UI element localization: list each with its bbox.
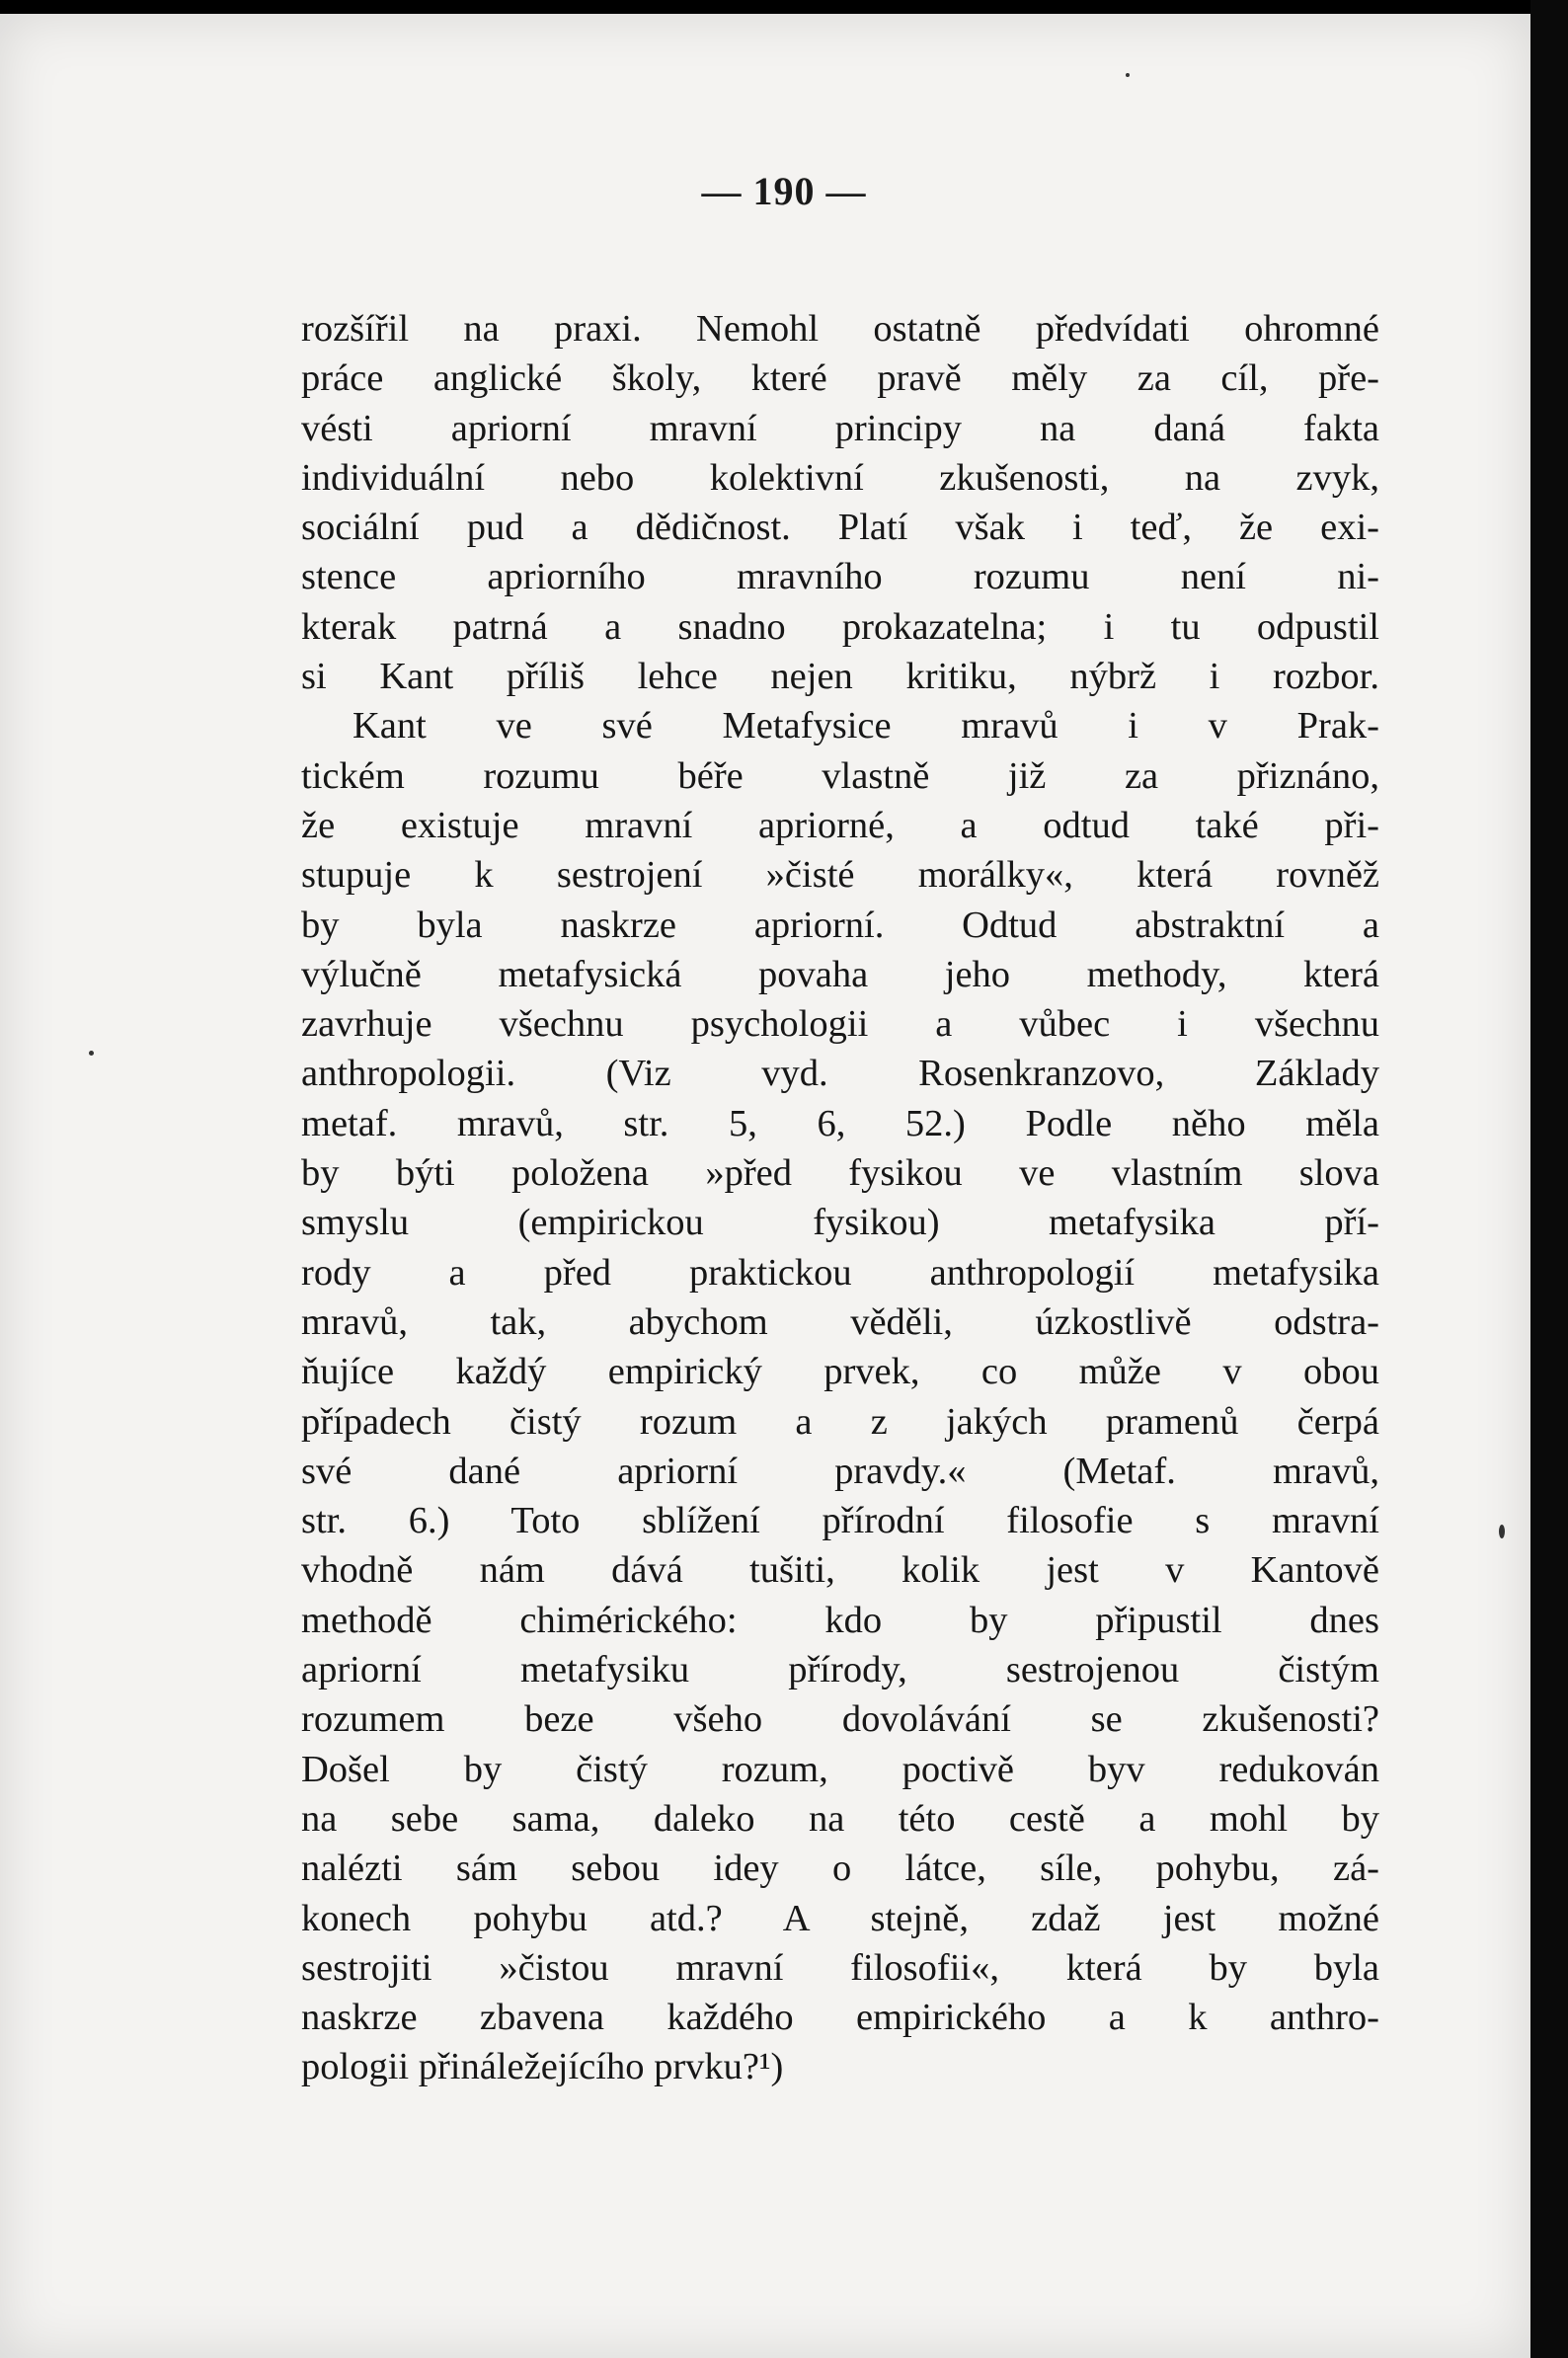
paper-speck [1499,1525,1505,1538]
text-line: stupuje k sestrojení »čisté morálky«, která rovněž [301,854,1379,897]
text-line: sociální pud a dědičnost. Platí však i teď, že exi- [301,507,1379,549]
text-line: by byla naskrze apriorní. Odtud abstraktní a [301,904,1379,946]
text-line: smyslu (empirickou fysikou) metafysika pří- [301,1202,1379,1244]
text-line: kterak patrná a snadno prokazatelna; i tu odpustil [301,605,1379,648]
text-line: individuální nebo kolektivní zkušenosti, na zvyk, [301,456,1379,499]
text-line: na sebe sama, daleko na této cestě a mohl by [301,1797,1379,1840]
text-line: rozšířil na praxi. Nemohl ostatně předvídati ohromné [301,308,1379,350]
text-line: methodě chimérického: kdo by připustil dnes [301,1599,1379,1641]
text-line: nalézti sám sebou idey o látce, síle, pohybu, zá- [301,1847,1379,1890]
page-number: — 190 — [701,169,867,213]
text-line: vhodně nám dává tušiti, kolik jest v Kantově [301,1549,1379,1592]
text-line: konech pohybu atd.? A stejně, zdaž jest možné [301,1897,1379,1939]
text-line: rody a před praktickou anthropologií metafysika [301,1251,1379,1294]
text-line: své dané apriorní pravdy.« (Metaf. mravů, [301,1450,1379,1492]
text-line: rozumem beze všeho dovolávání se zkušenosti? [301,1698,1379,1741]
text-line: případech čistý rozum a z jakých pramenů čerpá [301,1400,1379,1443]
text-line: si Kant příliš lehce nejen kritiku, nýbrž i rozbor. [301,656,1379,698]
text-line: sestrojiti »čistou mravní filosofii«, která by byla [301,1946,1379,1989]
text-line: str. 6.) Toto sblížení přírodní filosofie s mravní [301,1500,1379,1542]
text-line: Došel by čistý rozum, poctivě byv redukován [301,1748,1379,1790]
text-line: apriorní metafysiku přírody, sestrojenou čistým [301,1649,1379,1691]
text-line: práce anglické školy, které pravě měly za cíl, pře- [301,357,1379,400]
text-line: vésti apriorní mravní principy na daná fakta [301,407,1379,449]
text-line: mravů, tak, abychom věděli, úzkostlivě odstra- [301,1300,1379,1343]
text-line: zavrhuje všechnu psychologii a vůbec i všechnu [301,1003,1379,1046]
text-line: stence apriorního mravního rozumu není ni- [301,556,1379,598]
text-line: anthropologii. (Viz vyd. Rosenkranzovo, Základy [301,1053,1379,1095]
text-line: tickém rozumu béře vlastně již za přiznáno, [301,754,1379,797]
text-line: metaf. mravů, str. 5, 6, 52.) Podle něho měla [301,1102,1379,1144]
text-line: výlučně metafysická povaha jeho methody, která [301,953,1379,995]
paper-speck [1126,73,1130,77]
text-line: ňujíce každý empirický prvek, co může v obou [301,1351,1379,1393]
text-line-paragraph-start: Kant ve své Metafysice mravů i v Prak- [353,705,1379,747]
text-line: naskrze zbavena každého empirického a k anthro- [301,1997,1379,2039]
body-text [301,304,1379,2092]
text-line-last: pologii přináležejícího prvku?¹) [301,2046,784,2088]
paper-speck [89,1051,94,1056]
text-line: že existuje mravní apriorné, a odtud také při- [301,804,1379,846]
page-edge-shadow [1530,0,1568,2358]
text-line: by býti položena »před fysikou ve vlastním slova [301,1152,1379,1195]
